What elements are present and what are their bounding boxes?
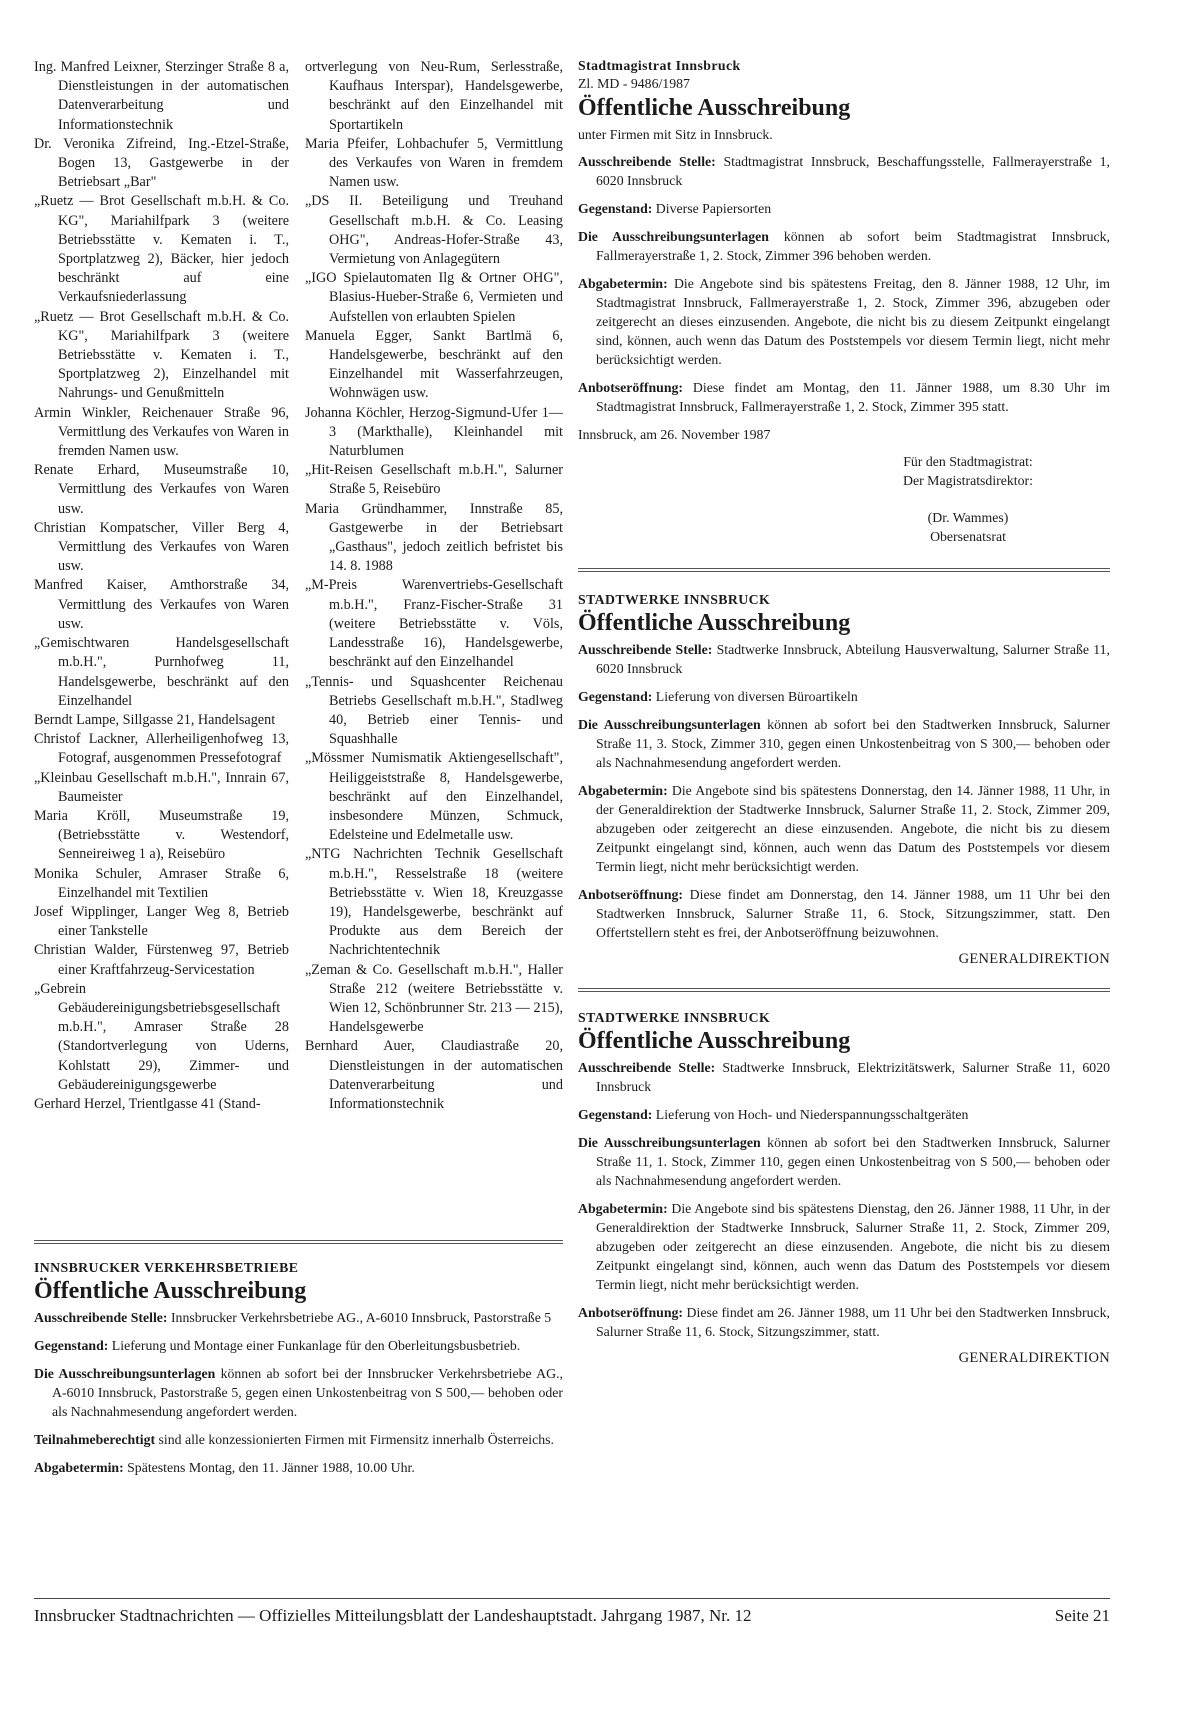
verkehrsbetriebe-notice xyxy=(34,1240,563,1486)
notice-item xyxy=(578,378,1110,416)
section-divider xyxy=(578,568,1110,572)
notice-signoff: GENERALDIREKTION xyxy=(958,1350,1110,1366)
registry-entry: Armin Winkler, Reichenauer Straße 96, Vermittlung des Verkaufes von Waren in fremden Namen usw. xyxy=(34,404,289,460)
notice-item xyxy=(578,640,1110,678)
item-text: Lieferung von Hoch- und Niederspannungsschaltgeräten xyxy=(652,1107,969,1122)
item-text: Lieferung von diversen Büroartikeln xyxy=(652,689,858,704)
registry-entry: Manuela Egger, Sankt Bartlmä 6, Handelsgewerbe, beschränkt auf den Einzelhandel mit Wasserfahrzeugen, Wohnwägen usw. xyxy=(305,327,563,402)
registry-entry: „Kleinbau Gesellschaft m.b.H.", Innrain 67, Baumeister xyxy=(34,769,289,805)
notice-items xyxy=(578,1058,1110,1341)
notice-item xyxy=(578,1105,1110,1124)
item-text: Die Angebote sind bis spätestens Freitag, den 8. Jänner 1988, 12 Uhr, im Stadtmagistrat Innsbruck, Fallmerayerstraße 1, 2. Stock, Zimmer 396, abzugeben oder zeitgerecht an dieses einzusenden. Angebote, die nicht bis zu diesem Zeitpunkt eingelangt sind, können, auch wenn das Datum des Poststempels vor diesem Termin liegt, nicht mehr berücksichtigt werden. xyxy=(596,276,1110,367)
registry-entry: „Gemischtwaren Handelsgesellschaft m.b.H.", Purnhofweg 11, Handelsgewerbe, beschränkt auf den Einzelhandel xyxy=(34,635,289,709)
page-number: Seite 21 xyxy=(1054,1606,1110,1625)
notice-org: STADTWERKE INNSBRUCK xyxy=(578,592,771,607)
item-text: Spätestens Montag, den 11. Jänner 1988, 10.00 Uhr. xyxy=(123,1460,415,1475)
registry-entry: Ing. Manfred Leixner, Sterzinger Straße 8 a, Dienstleistungen in der automatischen Datenverarbeitung und Informationstechnik xyxy=(34,59,289,133)
item-text: Innsbrucker Verkehrsbetriebe AG., A-6010 Innsbruck, Pastorstraße 5 xyxy=(167,1310,552,1325)
item-label: Die Ausschreibungsunterlagen xyxy=(34,1366,216,1381)
registry-entry: „NTG Nachrichten Technik Gesellschaft m.b.H.", Resselstraße 18 (weitere Betriebsstätte v. Wien 18, Kreuzgasse 19), Handelsgewerbe, beschränkt auf Produkte aus dem Bereich der Nachrichtentechnik xyxy=(305,846,563,959)
item-text: Diverse Papiersorten xyxy=(652,201,772,216)
item-text: Die Angebote sind bis spätestens Dienstag, den 26. Jänner 1988, 11 Uhr, in der Generaldirektion der Stadtwerke Innsbruck, Salurner Straße 11, 2. Stock, Zimmer 209, abzugeben oder zeitgerecht an diese einzusenden. Angebote, die nicht bis zu diesem Zeitpunkt eingelangt sind, können, auch wenn das Datum des Poststempels vor diesem Termin liegt, nicht mehr berücksichtigt werden. xyxy=(596,1201,1110,1292)
registry-column-2 xyxy=(305,58,563,1114)
notice-item xyxy=(578,1199,1110,1294)
publication-line: Innsbrucker Stadtnachrichten — Offizielles Mitteilungsblatt der Landeshauptstadt. Jahrgang 1987, Nr. 12 xyxy=(34,1606,752,1625)
notice-ref: Zl. MD - 9486/1987 xyxy=(578,76,690,91)
item-label: Ausschreibende Stelle: xyxy=(578,642,713,657)
notice-item xyxy=(578,199,1110,218)
notice-org: Stadtmagistrat Innsbruck xyxy=(578,58,741,73)
stadtmagistrat-notice xyxy=(578,58,1110,546)
item-text: können ab sofort bei den Stadtwerken Innsbruck, Salurner Straße 11, 1. Stock, Zimmer 110, gegen einen Unkostenbeitrag von S 500,— behoben oder als Nachnahmesendung angefordert werden. xyxy=(596,1135,1110,1188)
notice-item xyxy=(578,885,1110,942)
item-text: Lieferung und Montage einer Funkanlage für den Oberleitungsbusbetrieb. xyxy=(108,1338,521,1353)
place-date: Innsbruck, am 26. November 1987 xyxy=(578,427,771,442)
item-label: Gegenstand: xyxy=(578,689,653,704)
item-label: Ausschreibende Stelle: xyxy=(578,1060,716,1075)
registry-entry: „DS II. Beteiligung und Treuhand Gesellschaft m.b.H. & Co. Leasing OHG", Andreas-Hofer-Straße 43, Vermietung von Anlagegütern xyxy=(305,193,563,268)
registry-entry: Bernhard Auer, Claudiastraße 20, Dienstleistungen in der automatischen Datenverarbeitung und Informationstechnik xyxy=(305,1038,563,1112)
item-text: Diese findet am Donnerstag, den 14. Jänner 1988, um 11 Uhr bei den Stadtwerken Innsbruck, Salurner Straße 11, 6. Stock, Sitzungszimmer, statt. Den Offertstellern steht es frei, der Anbotseröffnung beizuwohnen. xyxy=(596,887,1110,940)
section-divider xyxy=(34,1240,563,1244)
item-label: Abgabetermin: xyxy=(578,276,668,291)
notice-item xyxy=(34,1336,563,1355)
notice-org: INNSBRUCKER VERKEHRSBETRIEBE xyxy=(34,1260,299,1275)
notice-org: STADTWERKE INNSBRUCK xyxy=(578,1010,771,1025)
signature-line-1: Für den Stadtmagistrat: xyxy=(903,454,1033,469)
item-label: Ausschreibende Stelle: xyxy=(34,1310,168,1325)
signature-line-2: Der Magistratsdirektor: xyxy=(903,473,1033,488)
item-label: Abgabetermin: xyxy=(578,1201,668,1216)
notice-item xyxy=(578,715,1110,772)
registry-entry: „Gebrein Gebäudereinigungsbetriebsgesellschaft m.b.H.", Amraser Straße 28 (Standortverlegung von Uderns, Kohlstatt 29), Zimmer- und Gebäudereinigungsgewerbe xyxy=(34,980,289,1093)
notice-item xyxy=(578,274,1110,369)
registry-entry: „Hit-Reisen Gesellschaft m.b.H.", Salurner Straße 5, Reisebüro xyxy=(305,462,563,498)
notice-item xyxy=(34,1458,563,1477)
notice-signoff: GENERALDIREKTION xyxy=(958,951,1110,967)
notice-subtitle: unter Firmen mit Sitz in Innsbruck. xyxy=(578,127,773,142)
notice-items xyxy=(34,1308,563,1477)
notice-item xyxy=(578,1058,1110,1096)
item-text: Diese findet am 26. Jänner 1988, um 11 Uhr bei den Stadtwerken Innsbruck, Salurner Straße 11, 6. Stock, Sitzungszimmer, statt. xyxy=(596,1305,1110,1339)
registry-entry: Christof Lackner, Allerheiligenhofweg 13, Fotograf, ausgenommen Pressefotograf xyxy=(34,731,289,767)
item-label: Anbotseröffnung: xyxy=(578,380,684,395)
registry-entry: Renate Erhard, Museumstraße 10, Vermittlung des Verkaufes von Waren usw. xyxy=(34,462,289,517)
item-text: Diese findet am Montag, den 11. Jänner 1988, um 8.30 Uhr im Stadtmagistrat Innsbruck, Fallmerayerstraße 1, 2. Stock, Zimmer 395 statt. xyxy=(596,380,1110,414)
notice-item xyxy=(578,1133,1110,1190)
notice-item xyxy=(34,1430,563,1449)
registry-entry: Johanna Köchler, Herzog-Sigmund-Ufer 1—3 (Markthalle), Kleinhandel mit Naturblumen xyxy=(305,404,563,460)
notice-item xyxy=(34,1308,563,1327)
registry-entry: Josef Wipplinger, Langer Weg 8, Betrieb einer Tankstelle xyxy=(34,903,289,940)
registry-entry: Monika Schuler, Amraser Straße 6, Einzelhandel mit Textilien xyxy=(34,865,289,901)
item-label: Ausschreibende Stelle: xyxy=(578,154,716,169)
notice-item xyxy=(34,1364,563,1421)
item-text: Stadtwerke Innsbruck, Abteilung Hausverwaltung, Salurner Straße 11, 6020 Innsbruck xyxy=(596,642,1110,676)
registry-entry: Dr. Veronika Zifreind, Ing.-Etzel-Straße, Bogen 13, Gastgewerbe in der Betriebsart „Bar" xyxy=(34,135,289,191)
registry-entry: Maria Pfeifer, Lohbachufer 5, Vermittlung des Verkaufes von Waren in fremdem Namen usw. xyxy=(305,135,563,191)
section-divider xyxy=(578,988,1110,992)
notice-title: Öffentliche Ausschreibung xyxy=(34,1278,307,1304)
item-label: Gegenstand: xyxy=(578,1107,653,1122)
item-label: Anbotseröffnung: xyxy=(578,1305,684,1320)
registry-entry: „IGO Spielautomaten Ilg & Ortner OHG", Blasius-Hueber-Straße 6, Vermieten und Aufstellen von erlaubten Spielen xyxy=(305,270,563,325)
registry-entry: „Mössmer Numismatik Aktiengesellschaft", Heiliggeiststraße 8, Handelsgewerbe, beschränkt auf den Einzelhandel, insbesondere Münzen, Schmuck, Edelsteine und Edelmetalle usw. xyxy=(305,750,563,844)
signature-name: (Dr. Wammes) xyxy=(927,510,1009,525)
notice-title: Öffentliche Ausschreibung xyxy=(578,1028,851,1054)
page-footer xyxy=(34,1606,1110,1626)
item-text: Stadtwerke Innsbruck, Elektrizitätswerk, Salurner Straße 11, 6020 Innsbruck xyxy=(596,1060,1110,1094)
item-label: Teilnahmeberechtigt xyxy=(34,1432,156,1447)
notice-item xyxy=(578,227,1110,265)
item-text: können ab sofort beim Stadtmagistrat Innsbruck, Fallmerayerstraße 1, 2. Stock, Zimmer 396 behoben werden. xyxy=(596,229,1110,263)
registry-entry: Christian Kompatscher, Viller Berg 4, Vermittlung des Verkaufes von Waren usw. xyxy=(34,519,289,575)
item-text: Die Angebote sind bis spätestens Donnerstag, den 14. Jänner 1988, 11 Uhr, in der Generaldirektion der Stadtwerke Innsbruck, Salurner Straße 11, 2. Stock, Zimmer 209, abzugeben oder zeitgerecht an diese einzusenden. Angebote, die nicht bis zu diesem Zeitpunkt eingelangt sind, können, auch wenn das Datum des Poststempels vor diesem Termin liegt, nicht mehr berücksichtigt werden. xyxy=(596,783,1110,874)
signature-title: Obersenatsrat xyxy=(930,529,1006,544)
registry-entry: Maria Kröll, Museumstraße 19, (Betriebsstätte v. Westendorf, Senneireiweg 1 a), Reisebüro xyxy=(34,807,289,863)
stadtwerke-notice-2 xyxy=(578,1010,1110,1367)
item-text: können ab sofort bei der Innsbrucker Verkehrsbetriebe AG., A-6010 Innsbruck, Pastorstraße 5, gegen einen Unkostenbeitrag von S 500,— behoben oder als Nachnahmesendung angefordert werden. xyxy=(52,1366,563,1419)
notice-item xyxy=(578,1303,1110,1341)
notice-title: Öffentliche Ausschreibung xyxy=(578,610,851,636)
registry-entry: „Ruetz — Brot Gesellschaft m.b.H. & Co. KG", Mariahilfpark 3 (weitere Betriebsstätte v. Kematen i. T., Sportplatzweg 2), Einzelhandel mit Nahrungs- und Genußmitteln xyxy=(34,308,289,402)
registry-column-1 xyxy=(34,58,289,1114)
registry-entry: „Zeman & Co. Gesellschaft m.b.H.", Haller Straße 212 (weitere Betriebsstätte v. Wien 12, Schönbrunner Str. 213 — 215), Handelsgewerbe xyxy=(305,961,563,1036)
item-label: Die Ausschreibungsunterlagen xyxy=(578,717,761,732)
registry-entry: Maria Gründhammer, Innstraße 85, Gastgewerbe in der Betriebsart „Gasthaus", jedoch zeitlich befristet bis 14. 8. 1988 xyxy=(305,500,563,575)
item-label: Gegenstand: xyxy=(578,201,653,216)
item-label: Abgabetermin: xyxy=(34,1460,124,1475)
registry-entry: Christian Walder, Fürstenweg 97, Betrieb einer Kraftfahrzeug-Servicestation xyxy=(34,942,289,978)
registry-entry: „Ruetz — Brot Gesellschaft m.b.H. & Co. KG", Mariahilfpark 3 (weitere Betriebsstätte v. Kematen i. T., Sportplatzweg 2), Bäcker, hier jedoch beschränkt auf eine Verkaufsniederlassung xyxy=(34,193,289,306)
item-label: Anbotseröffnung: xyxy=(578,887,684,902)
registry-entry: Manfred Kaiser, Amthorstraße 34, Vermittlung des Verkaufes von Waren usw. xyxy=(34,577,289,632)
item-label: Die Ausschreibungsunterlagen xyxy=(578,229,769,244)
item-text: sind alle konzessionierten Firmen mit Firmensitz innerhalb Österreichs. xyxy=(155,1432,554,1447)
footer-divider xyxy=(34,1598,1110,1599)
registry-entry: ortverlegung von Neu-Rum, Serlesstraße, Kaufhaus Interspar), Handelsgewerbe, beschränkt auf den Einzelhandel mit Sportartikeln xyxy=(305,59,563,133)
notice-items xyxy=(578,640,1110,942)
item-text: Stadtmagistrat Innsbruck, Beschaffungsstelle, Fallmerayerstraße 1, 6020 Innsbruck xyxy=(596,154,1110,188)
stadtwerke-notice-1 xyxy=(578,592,1110,968)
notice-title: Öffentliche Ausschreibung xyxy=(578,95,851,121)
notice-item xyxy=(578,781,1110,876)
notice-item xyxy=(578,152,1110,190)
tender-column xyxy=(578,58,1110,1367)
registry-entry: „M-Preis Warenvertriebs-Gesellschaft m.b.H.", Franz-Fischer-Straße 31 (weitere Betriebsstätte v. Völs, Landesstraße 16), Handelsgewerbe, beschränkt auf den Einzelhandel xyxy=(305,577,563,671)
notice-items xyxy=(578,152,1110,416)
registry-entry: „Tennis- und Squashcenter Reichenau Betriebs Gesellschaft m.b.H.", Stadlweg 40, Betrieb einer Tennis- und Squashhalle xyxy=(305,673,563,748)
notice-item xyxy=(578,687,1110,706)
registry-entry: Berndt Lampe, Sillgasse 21, Handelsagent xyxy=(34,711,276,728)
item-label: Gegenstand: xyxy=(34,1338,109,1353)
item-label: Abgabetermin: xyxy=(578,783,668,798)
item-label: Die Ausschreibungsunterlagen xyxy=(578,1135,761,1150)
item-text: können ab sofort bei den Stadtwerken Innsbruck, Salurner Straße 11, 3. Stock, Zimmer 310, gegen einen Unkostenbeitrag von S 300,— behoben oder als Nachnahmesendung angefordert werden. xyxy=(596,717,1110,770)
registry-entry: Gerhard Herzel, Trientlgasse 41 (Stand- xyxy=(34,1095,261,1112)
